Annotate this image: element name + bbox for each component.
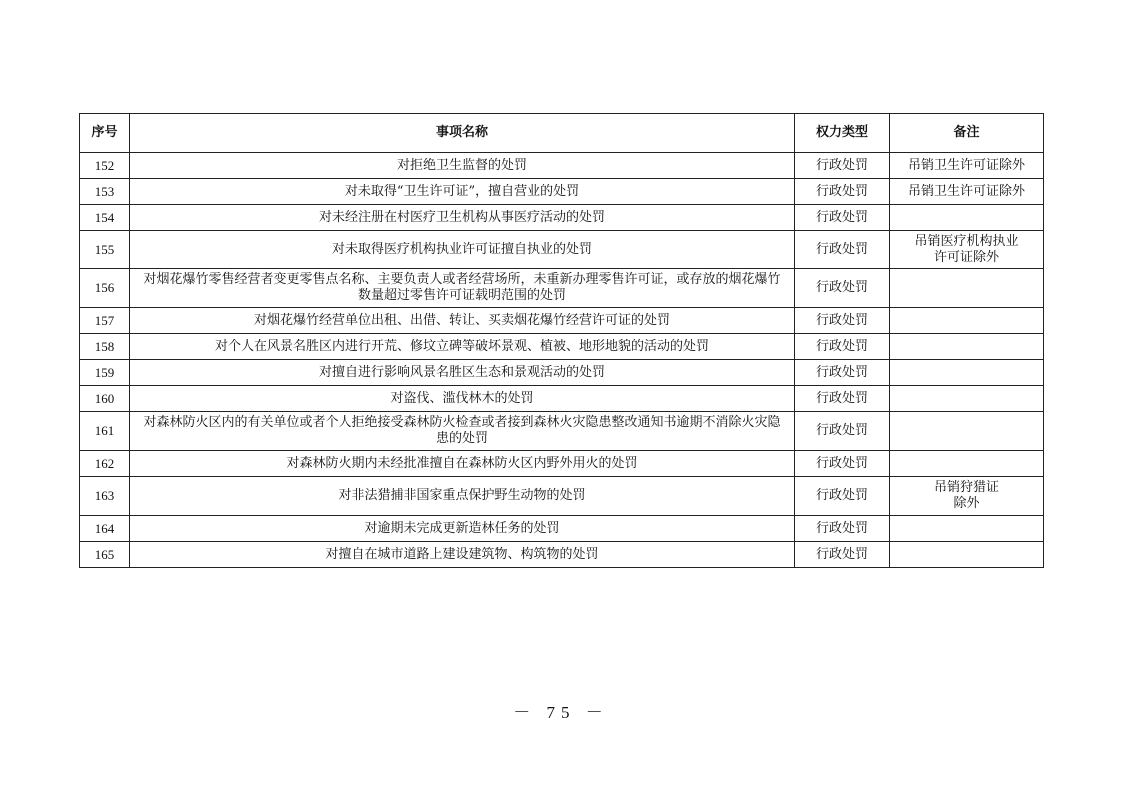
row-index: 152 bbox=[80, 153, 130, 179]
row-item-name: 对擅自进行影响风景名胜区生态和景观活动的处罚 bbox=[130, 360, 795, 386]
row-item-name: 对逾期未完成更新造林任务的处罚 bbox=[130, 516, 795, 542]
row-power-type: 行政处罚 bbox=[795, 516, 890, 542]
row-remark bbox=[890, 205, 1044, 231]
row-item-name: 对烟花爆竹零售经营者变更零售点名称、主要负责人或者经营场所，未重新办理零售许可证，或存放的烟花爆竹数量超过零售许可证载明范围的处罚 bbox=[130, 269, 795, 308]
row-remark bbox=[890, 451, 1044, 477]
table-row bbox=[80, 516, 1044, 542]
table-row bbox=[80, 542, 1044, 568]
row-power-type: 行政处罚 bbox=[795, 231, 890, 269]
header-power-type: 权力类型 bbox=[795, 114, 890, 153]
table-row bbox=[80, 308, 1044, 334]
table-row bbox=[80, 360, 1044, 386]
row-power-type: 行政处罚 bbox=[795, 308, 890, 334]
row-item-name: 对未经注册在村医疗卫生机构从事医疗活动的处罚 bbox=[130, 205, 795, 231]
row-index: 163 bbox=[80, 477, 130, 516]
table-row bbox=[80, 205, 1044, 231]
row-remark bbox=[890, 269, 1044, 308]
row-index: 158 bbox=[80, 334, 130, 360]
row-item-name: 对森林防火区内的有关单位或者个人拒绝接受森林防火检查或者接到森林火灾隐患整改通知书逾期不消除火灾隐患的处罚 bbox=[130, 412, 795, 451]
table-row bbox=[80, 334, 1044, 360]
table-row bbox=[80, 153, 1044, 179]
table-header-row bbox=[80, 114, 1044, 153]
row-item-name: 对擅自在城市道路上建设建筑物、构筑物的处罚 bbox=[130, 542, 795, 568]
table-row bbox=[80, 386, 1044, 412]
row-item-name: 对未取得医疗机构执业许可证擅自执业的处罚 bbox=[130, 231, 795, 269]
row-index: 164 bbox=[80, 516, 130, 542]
row-power-type: 行政处罚 bbox=[795, 334, 890, 360]
row-remark bbox=[890, 516, 1044, 542]
row-remark: 吊销狩猎证 除外 bbox=[890, 477, 1044, 516]
table-row bbox=[80, 269, 1044, 308]
row-remark: 吊销卫生许可证除外 bbox=[890, 179, 1044, 205]
row-power-type: 行政处罚 bbox=[795, 269, 890, 308]
table-row bbox=[80, 231, 1044, 269]
table-row bbox=[80, 412, 1044, 451]
row-power-type: 行政处罚 bbox=[795, 477, 890, 516]
row-power-type: 行政处罚 bbox=[795, 153, 890, 179]
row-index: 154 bbox=[80, 205, 130, 231]
table-row bbox=[80, 477, 1044, 516]
row-remark: 吊销卫生许可证除外 bbox=[890, 153, 1044, 179]
row-index: 156 bbox=[80, 269, 130, 308]
row-item-name: 对拒绝卫生监督的处罚 bbox=[130, 153, 795, 179]
row-power-type: 行政处罚 bbox=[795, 542, 890, 568]
row-item-name: 对烟花爆竹经营单位出租、出借、转让、买卖烟花爆竹经营许可证的处罚 bbox=[130, 308, 795, 334]
row-remark: 吊销医疗机构执业 许可证除外 bbox=[890, 231, 1044, 269]
row-power-type: 行政处罚 bbox=[795, 360, 890, 386]
table-body bbox=[80, 153, 1044, 568]
row-item-name: 对森林防火期内未经批准擅自在森林防火区内野外用火的处罚 bbox=[130, 451, 795, 477]
row-index: 157 bbox=[80, 308, 130, 334]
row-power-type: 行政处罚 bbox=[795, 179, 890, 205]
row-remark bbox=[890, 308, 1044, 334]
row-index: 153 bbox=[80, 179, 130, 205]
row-index: 159 bbox=[80, 360, 130, 386]
row-index: 155 bbox=[80, 231, 130, 269]
row-power-type: 行政处罚 bbox=[795, 451, 890, 477]
row-remark bbox=[890, 334, 1044, 360]
row-remark bbox=[890, 542, 1044, 568]
row-power-type: 行政处罚 bbox=[795, 412, 890, 451]
table-row bbox=[80, 179, 1044, 205]
row-item-name: 对个人在风景名胜区内进行开荒、修坟立碑等破坏景观、植被、地形地貌的活动的处罚 bbox=[130, 334, 795, 360]
row-index: 165 bbox=[80, 542, 130, 568]
row-item-name: 对未取得“卫生许可证”，擅自营业的处罚 bbox=[130, 179, 795, 205]
row-remark bbox=[890, 360, 1044, 386]
row-power-type: 行政处罚 bbox=[795, 386, 890, 412]
header-index: 序号 bbox=[80, 114, 130, 153]
row-remark bbox=[890, 412, 1044, 451]
page-number: － 75 － bbox=[513, 703, 609, 722]
items-table bbox=[79, 113, 1044, 568]
header-item-name: 事项名称 bbox=[130, 114, 795, 153]
row-item-name: 对非法猎捕非国家重点保护野生动物的处罚 bbox=[130, 477, 795, 516]
row-power-type: 行政处罚 bbox=[795, 205, 890, 231]
table-row bbox=[80, 451, 1044, 477]
row-index: 162 bbox=[80, 451, 130, 477]
header-remarks: 备注 bbox=[890, 114, 1044, 153]
row-index: 161 bbox=[80, 412, 130, 451]
row-index: 160 bbox=[80, 386, 130, 412]
row-item-name: 对盗伐、滥伐林木的处罚 bbox=[130, 386, 795, 412]
row-remark bbox=[890, 386, 1044, 412]
